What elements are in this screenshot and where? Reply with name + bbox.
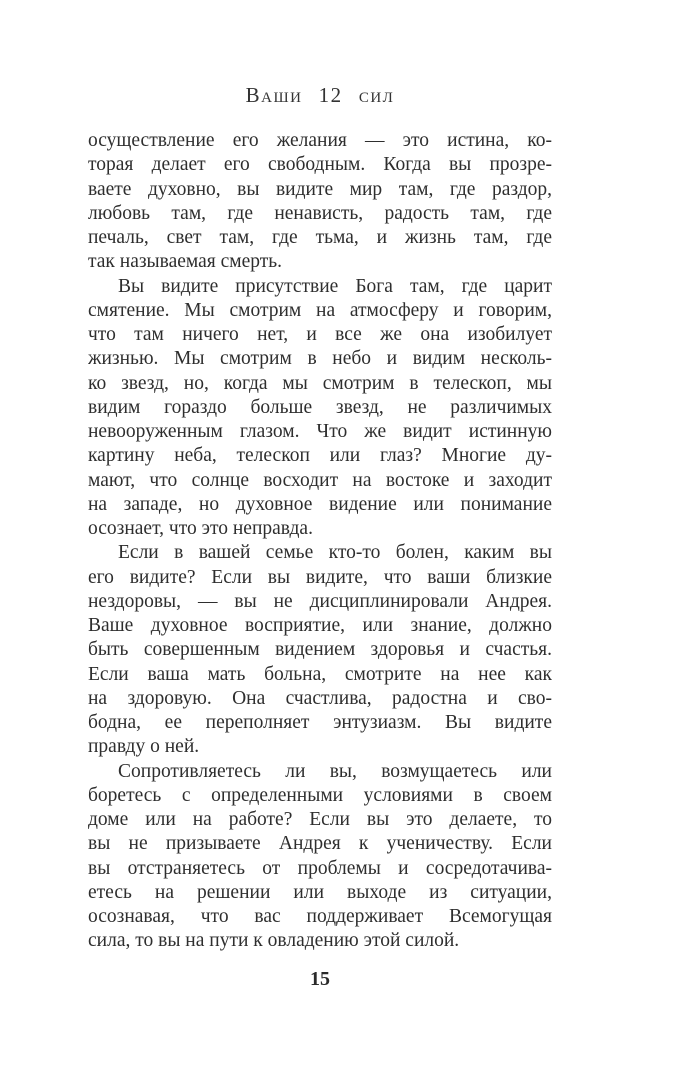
page-number: 15 (310, 968, 330, 990)
text-line: етесь на решении или выходе из ситуации, (88, 881, 552, 903)
text-line: осознает, что это неправда. (88, 518, 313, 539)
text-line: ваете духовно, вы видите мир там, где раздор, (88, 178, 552, 200)
text-line: смятение. Мы смотрим на атмосферу и говорим, (88, 299, 552, 321)
text-line: печаль, свет там, где тьма, и жизнь там, где (88, 227, 552, 248)
text-line: что там ничего нет, и все же она изобилует (88, 324, 552, 345)
text-line: любовь там, где ненависть, радость там, где (88, 202, 552, 224)
text-block (88, 129, 552, 954)
text-line: нездоровы, — вы не дисциплинировали Андрея. (88, 590, 552, 612)
text-line: невооруженным глазом. Что же видит истинную (88, 421, 552, 442)
text-line: Вы видите присутствие Бога там, где царит (118, 275, 552, 297)
text-line: боретесь с определенными условиями в своем (88, 784, 552, 806)
running-header: Ваши 12 сил (245, 83, 395, 107)
text-line: Если ваша мать больна, смотрите на нее как (88, 663, 552, 685)
text-line: Ваше духовное восприятие, или знание, должно (88, 615, 552, 636)
text-line: его видите? Если вы видите, что ваши близкие (88, 566, 552, 588)
text-line: Сопротивляетесь ли вы, возмущаетесь или (118, 760, 552, 782)
text-line: Если в вашей семье кто-то болен, каким вы (118, 542, 552, 564)
text-line: осознавая, что вас поддерживает Всемогущая (88, 906, 552, 927)
text-line: вы отстраняетесь от проблемы и сосредотачива- (88, 857, 552, 879)
text-line: бодна, ее переполняет энтузиазм. Вы видите (88, 712, 552, 733)
text-line: картину неба, телескоп или глаз? Многие ду- (88, 445, 552, 467)
text-line: видим гораздо больше звезд, не различимых (88, 396, 552, 418)
text-line: на здоровую. Она счастлива, радостна и сво- (88, 687, 552, 709)
text-line: на западе, но духовное видение или понимание (88, 493, 552, 515)
text-line: правду о ней. (88, 736, 200, 758)
text-line: так называемая смерть. (88, 251, 283, 273)
text-line: вы не призываете Андрея к ученичеству. Если (88, 833, 552, 855)
text-line: сила, то вы на пути к овладению этой силой. (88, 930, 460, 952)
text-line: торая делает его свободным. Когда вы прозре- (88, 154, 552, 176)
text-line: осуществление его желания — это истина, ко- (88, 130, 552, 151)
text-line: доме или на работе? Если вы это делаете, то (88, 809, 552, 830)
text-line: мают, что солнце восходит на востоке и заходит (88, 469, 552, 491)
text-line: жизнью. Мы смотрим в небо и видим несколь- (88, 348, 552, 370)
text-line: быть совершенным видением здоровья и счастья. (88, 639, 552, 661)
text-line: ко звезд, но, когда мы смотрим в телескоп, мы (88, 372, 552, 394)
